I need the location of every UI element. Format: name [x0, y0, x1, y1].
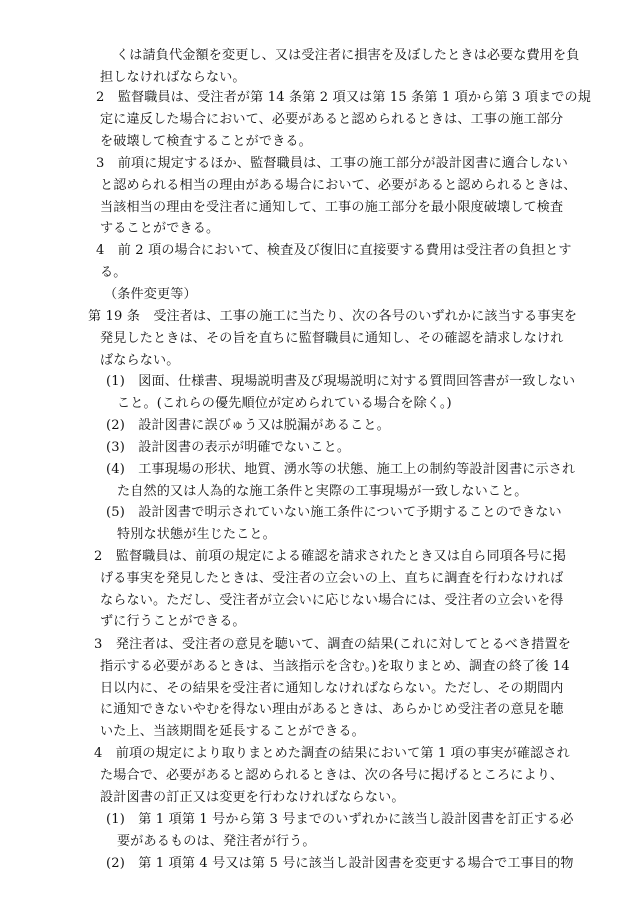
paragraph-19-4-line: 設計図書の訂正又は変更を行わなければならない。	[100, 789, 405, 805]
article-19-line: 発見したときは、その旨を直ちに監督職員に通知し、その確認を請求しなけれ	[100, 330, 564, 346]
item-5-line: 特別な状態が生じたこと。	[117, 526, 276, 542]
article-19-line: ばならない。	[100, 352, 180, 368]
item-2-line: (2) 設計図書に誤びゅう又は脱漏があること。	[106, 418, 390, 433]
paragraph-19-3-line: 3 発注者は、受注者の意見を聴いて、調査の結果(これに対してとるべき措置を	[94, 637, 572, 652]
paragraph-2-line: 定に違反した場合において、必要があると認められるときは、工事の施工部分	[100, 111, 564, 127]
paragraph-19-2-line: ずに行うことができる。	[100, 614, 246, 630]
paragraph-19-2-line: 2 監督職員は、前項の規定による確認を請求されたとき又は自ら同項各号に掲	[94, 549, 567, 564]
paragraph-19-3-line: いた上、当該期間を延長することができる。	[100, 724, 365, 740]
paragraph-3-line: 3 前項に規定するほか、監督職員は、工事の施工部分が設計図書に適合しない	[96, 156, 569, 171]
paragraph-19-2-line: げる事実を発見したときは、受注者の立会いの上、直ちに調査を行わなければ	[100, 570, 564, 586]
item-4-line: た自然的又は人為的な施工条件と実際の工事現場が一致しないこと。	[117, 483, 528, 499]
item-1-line: こと。(これらの優先順位が定められている場合を除く。)	[117, 395, 452, 411]
paragraph-19-4-line: 4 前項の規定により取りまとめた調査の結果において第 1 項の事実が確認され	[94, 746, 570, 761]
clause-continuation-line: くは請負代金額を変更し、又は受注者に損害を及ぼしたときは必要な費用を負	[116, 48, 580, 63]
paragraph-3-line: 当該相当の理由を受注者に通知して、工事の施工部分を最小限度破壊して検査	[100, 199, 564, 215]
paragraph-19-3-line: に通知できないやむを得ない理由があるときは、あらかじめ受注者の意見を聴	[100, 702, 564, 718]
item-4-1-line: 要があるものは、発注者が行う。	[117, 833, 316, 849]
article-19-line: 第 19 条 受注者は、工事の施工に当たり、次の各号のいずれかに該当する事実を	[88, 309, 578, 324]
paragraph-19-2-line: ならない。ただし、受注者が立会いに応じない場合には、受注者の立会いを得	[100, 592, 564, 608]
paragraph-2-line: 2 監督職員は、受注者が第 14 条第 2 項又は第 15 条第 1 項から第 3 項までの規	[96, 90, 592, 105]
item-4-1-line: (1) 第 1 項第 1 号から第 3 号までのいずれかに該当し設計図書を訂正する必	[106, 812, 574, 827]
paragraph-4-line: 4 前 2 項の場合において、検査及び復旧に直接要する費用は受注者の負担とす	[96, 243, 572, 258]
paragraph-4-line: る。	[100, 264, 127, 280]
paragraph-3-line: と認められる相当の理由がある場合において、必要があると認められるときは、	[100, 177, 577, 193]
clause-continuation-line: 担しなければならない。	[100, 69, 246, 85]
paragraph-3-line: することができる。	[100, 221, 220, 237]
paragraph-2-line: を破壊して検査することができる。	[100, 133, 312, 149]
item-5-line: (5) 設計図書で明示されていない施工条件について予期することのできない	[106, 505, 562, 520]
paragraph-19-4-line: た場合で、必要があると認められるときは、次の各号に掲げるところにより、	[100, 767, 564, 783]
item-4-2-line: (2) 第 1 項第 4 号又は第 5 号に該当し設計図書を変更する場合で工事目的物	[106, 856, 574, 871]
item-1-line: (1) 図面、仕様書、現場説明書及び現場説明に対する質問回答書が一致しない	[106, 374, 576, 389]
paragraph-19-3-line: 指示する必要があるときは、当該指示を含む。)を取りまとめ、調査の終了後 14	[100, 658, 570, 674]
paragraph-19-3-line: 日以内に、その結果を受注者に通知しなければならない。ただし、その期間内	[100, 680, 564, 696]
article-caption-line: （条件変更等）	[104, 287, 197, 302]
item-4-line: (4) 工事現場の形状、地質、湧水等の状態、施工上の制約等設計図書に示され	[106, 462, 576, 477]
item-3-line: (3) 設計図書の表示が明確でないこと。	[106, 440, 351, 455]
